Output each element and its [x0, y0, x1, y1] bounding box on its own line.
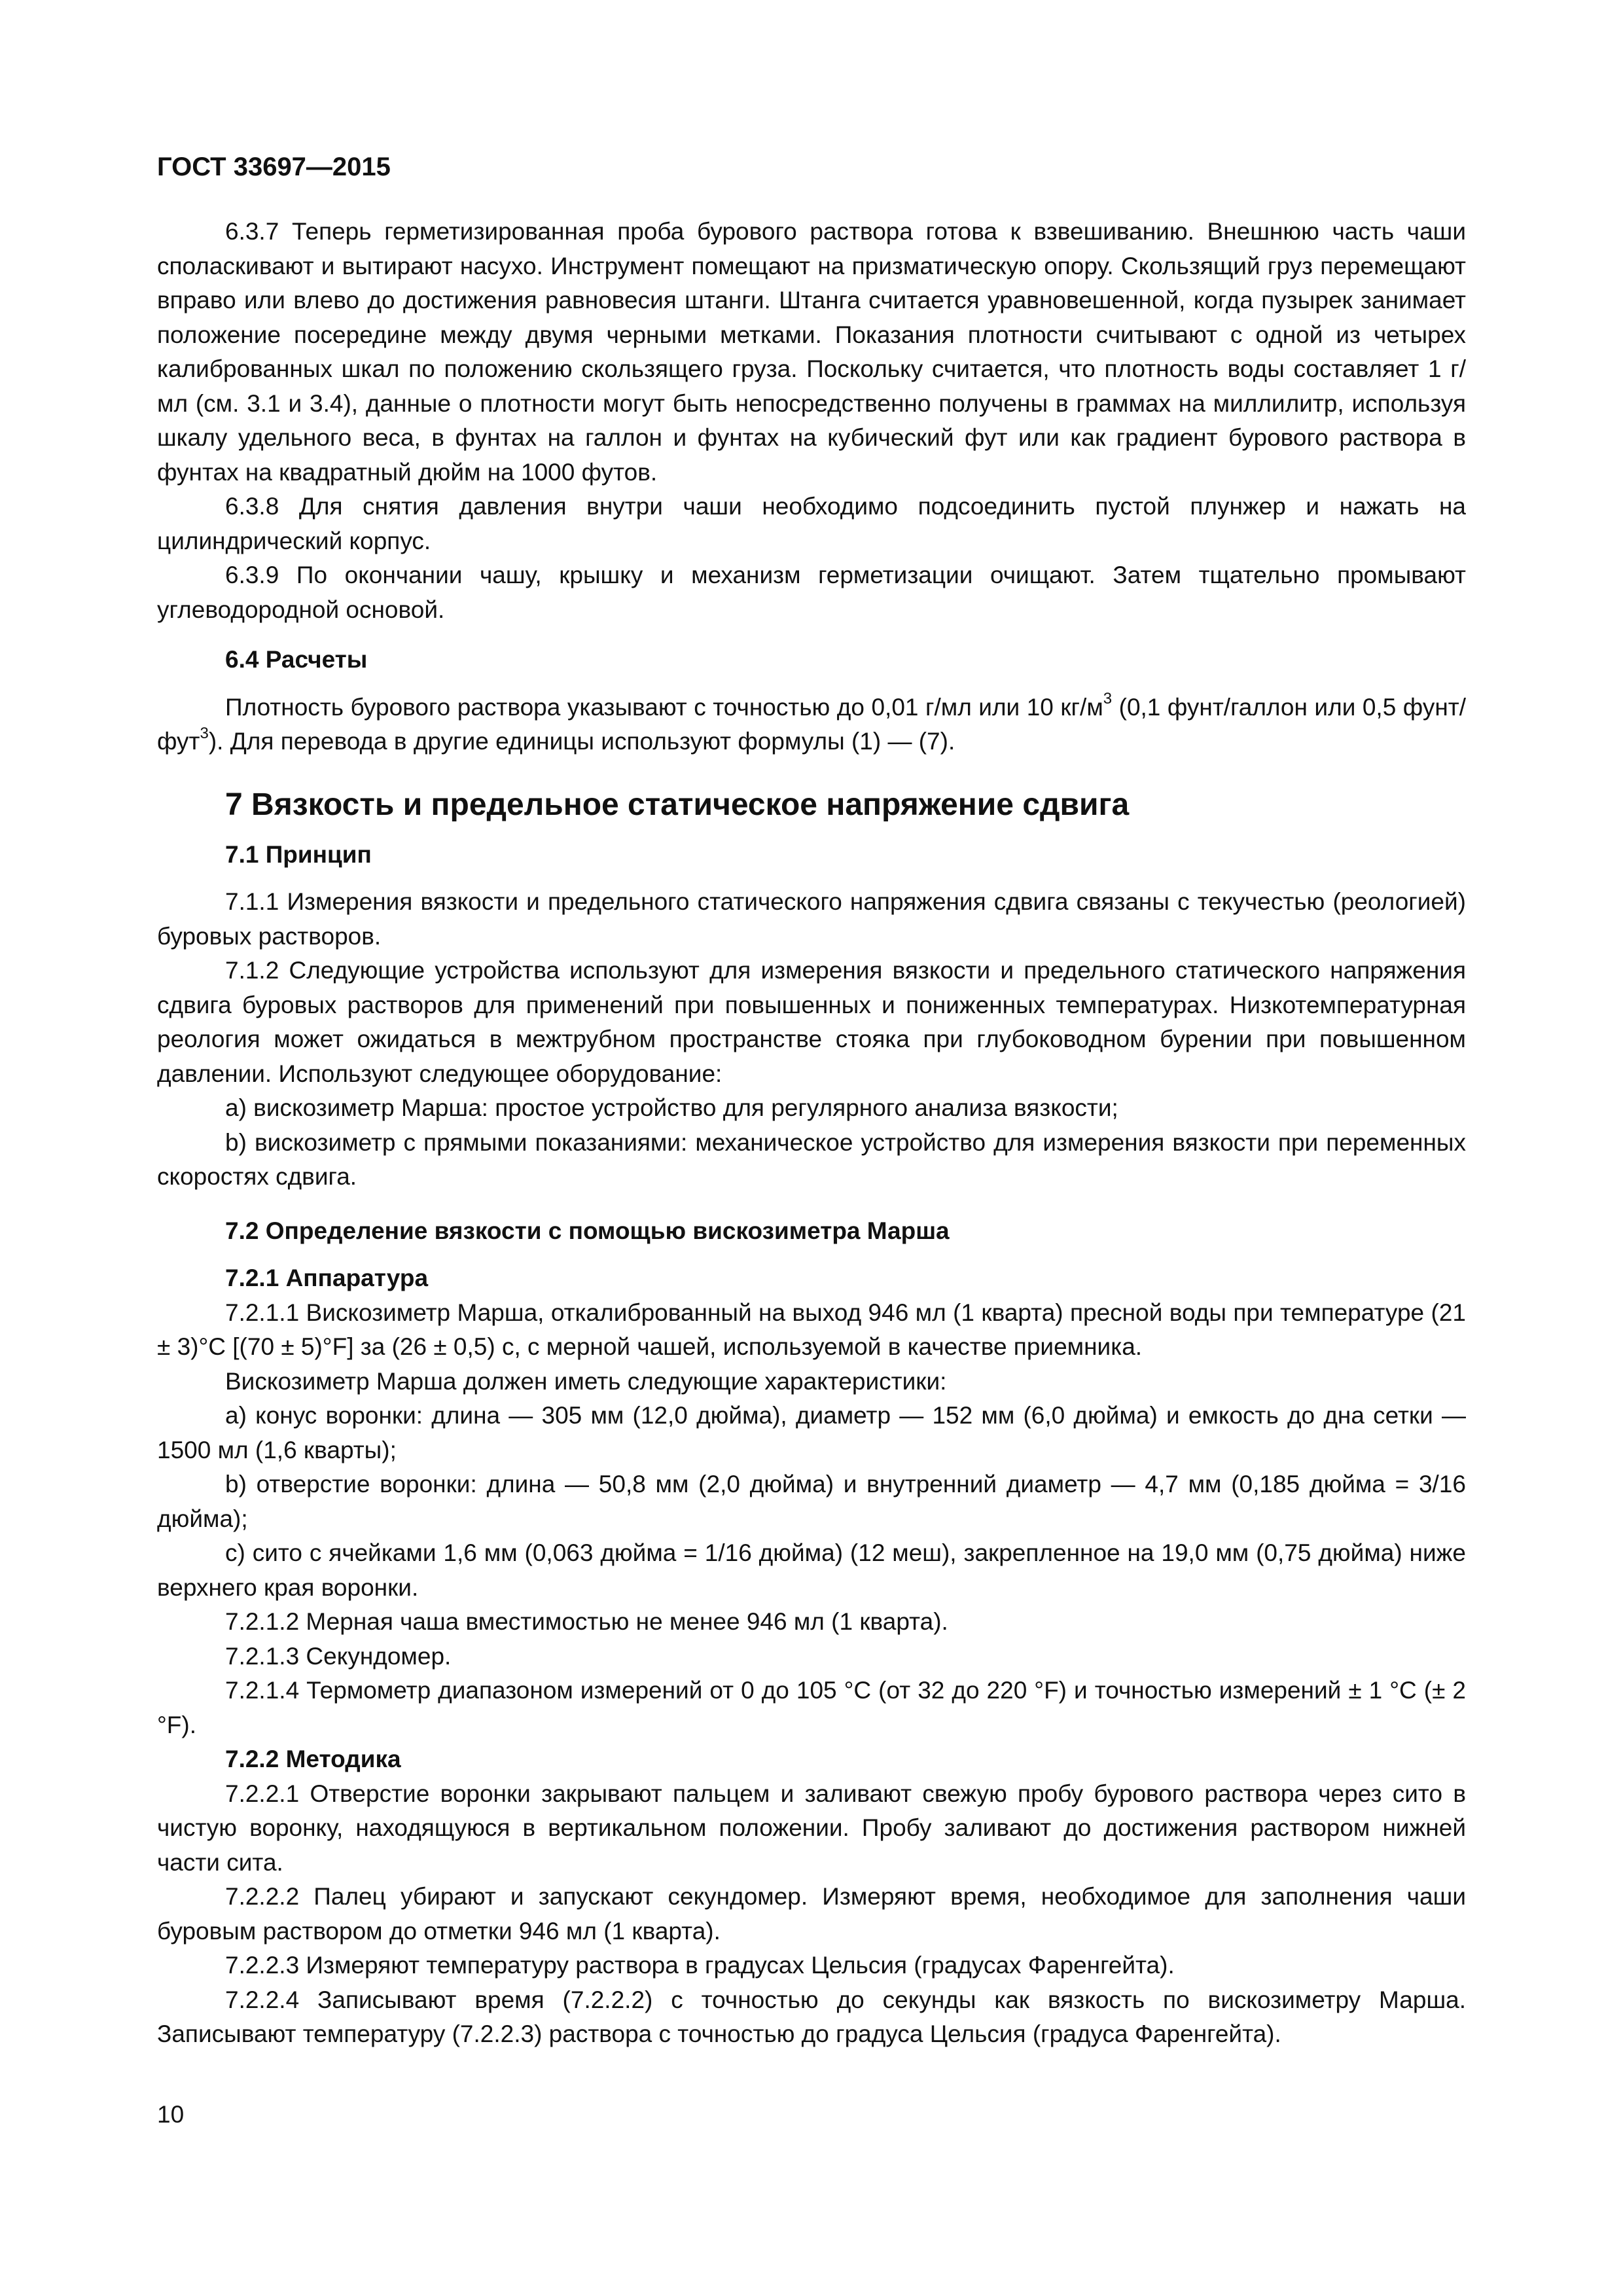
paragraph-7-2-1-1-intro: Вискозиметр Марша должен иметь следующие характеристики: — [225, 1367, 947, 1395]
paragraph-7-2-1-1: 7.2.1.1 Вискозиметр Марша, откалиброванный на выход 946 мл (1 кварта) пресной воды при температуре (21 ± 3)°C [(70 ± 5)°F] за (26 ± 0,5) с, с мерной чашей, используемой в качестве приемника. — [157, 1299, 1466, 1360]
paragraph-6-3-7: 6.3.7 Теперь герметизированная проба бурового раствора готова к взвешиванию. Внешнюю часть чаши споласкивают и вытирают насухо. Инструмент помещают на призматическую опору. Скользящий груз перемещают вправо или влево до достижения равновесия штанги. Штанга считается уравновешенной, когда пузырек занимает положение посередине между двумя черными метками. Показания плотности считывают с одной из четырех калиброванных шкал по положению скользящего груза. Поскольку считается, что плотность воды составляет 1 г/мл (см. 3.1 и 3.4), данные о плотности могут быть непосредственно получены в граммах на миллилитр, используя шкалу удельного веса, в фунтах на галлон и фунтах на кубический фут или как градиент бурового раствора в фунтах на квадратный дюйм на 1000 футов. — [157, 218, 1466, 486]
paragraph-6-4 — [157, 691, 1466, 759]
paragraph-7-2-1-2: 7.2.1.2 Мерная чаша вместимостью не менее 946 мл (1 кварта). — [225, 1608, 948, 1635]
paragraph-7-1-2: 7.1.2 Следующие устройства используют для измерения вязкости и предельного статического напряжения сдвига буровых растворов для применений при повышенных и пониженных температурах. Низкотемпературная реология может ожидаться в межтрубном пространстве стояка при глубоководном бурении при повышенном давлении. Используют следующее оборудование: — [157, 957, 1466, 1087]
list-item-7-2-1-1-c: c) сито с ячейками 1,6 мм (0,063 дюйма = 1/16 дюйма) (12 меш), закрепленное на 19,0 мм (0,75 дюйма) ниже верхнего края воронки. — [157, 1539, 1466, 1601]
paragraph-7-1-1: 7.1.1 Измерения вязкости и предельного статического напряжения сдвига связаны с текучестью (реологией) буровых растворов. — [157, 888, 1466, 950]
list-item-7-1-2-a: a) вискозиметр Марша: простое устройство для регулярного анализа вязкости; — [225, 1094, 1118, 1121]
paragraph-7-2-1-3: 7.2.1.3 Секундомер. — [225, 1642, 452, 1670]
page-number: 10 — [157, 2101, 185, 2128]
paragraph-6-3-8: 6.3.8 Для снятия давления внутри чаши необходимо подсоединить пустой плунжер и нажать на цилиндрический корпус. — [157, 493, 1466, 554]
superscript-2: 3 — [200, 724, 209, 742]
heading-6-4: 6.4 Расчеты — [225, 646, 368, 673]
text-6-4-b: (0,1 фунт/галлон или 0,5 фунт/фут — [157, 693, 1466, 755]
superscript-1: 3 — [1103, 690, 1113, 708]
document-page — [157, 151, 1466, 2179]
heading-7-2-1: 7.2.1 Аппаратура — [225, 1265, 429, 1291]
paragraph-7-2-2-3: 7.2.2.3 Измеряют температуру раствора в градусах Цельсия (градусах Фаренгейта). — [225, 1952, 1175, 1979]
document-header: ГОСТ 33697—2015 — [157, 152, 391, 181]
text-6-4-c: ). Для перевода в другие единицы используют формулы (1) — (7). — [208, 728, 955, 755]
list-item-7-2-1-1-b: b) отверстие воронки: длина — 50,8 мм (2,0 дюйма) и внутренний диаметр — 4,7 мм (0,185 дюйма = 3/16 дюйма); — [157, 1471, 1466, 1532]
paragraph-7-2-1-4: 7.2.1.4 Термометр диапазоном измерений от 0 до 105 °C (от 32 до 220 °F) и точностью измерений ± 1 °C (± 2 °F). — [157, 1677, 1466, 1738]
heading-7-2-2: 7.2.2 Методика — [225, 1746, 401, 1772]
heading-7: 7 Вязкость и предельное статическое напряжение сдвига — [225, 787, 1130, 822]
heading-7-2: 7.2 Определение вязкости с помощью вискозиметра Марша — [225, 1217, 950, 1244]
paragraph-7-2-2-1: 7.2.2.1 Отверстие воронки закрывают пальцем и заливают свежую пробу бурового раствора через сито в чистую воронку, находящуюся в вертикальном положении. Пробу заливают до достижения раствором нижней части сита. — [157, 1780, 1466, 1876]
list-item-7-2-1-1-a: a) конус воронки: длина — 305 мм (12,0 дюйма), диаметр — 152 мм (6,0 дюйма) и емкость до дна сетки — 1500 мл (1,6 кварты); — [157, 1402, 1466, 1463]
paragraph-6-3-9: 6.3.9 По окончании чашу, крышку и механизм герметизации очищают. Затем тщательно промывают углеводородной основой. — [157, 562, 1466, 623]
text-6-4-a: Плотность бурового раствора указывают с точностью до 0,01 г/мл или 10 кг/м — [225, 693, 1103, 721]
paragraph-7-2-2-2: 7.2.2.2 Палец убирают и запускают секундомер. Измеряют время, необходимое для заполнения чаши буровым раствором до отметки 946 мл (1 кварта). — [157, 1883, 1466, 1945]
heading-7-1: 7.1 Принцип — [225, 840, 372, 868]
paragraph-7-2-2-4: 7.2.2.4 Записывают время (7.2.2.2) с точностью до секунды как вязкость по вискозиметру Марша. Записывают температуру (7.2.2.3) раствора с точностью до градуса Цельсия (градуса Фаренгейта). — [157, 1986, 1466, 2047]
list-item-7-1-2-b: b) вискозиметр с прямыми показаниями: механическое устройство для измерения вязкости при переменных скоростях сдвига. — [157, 1128, 1466, 1190]
